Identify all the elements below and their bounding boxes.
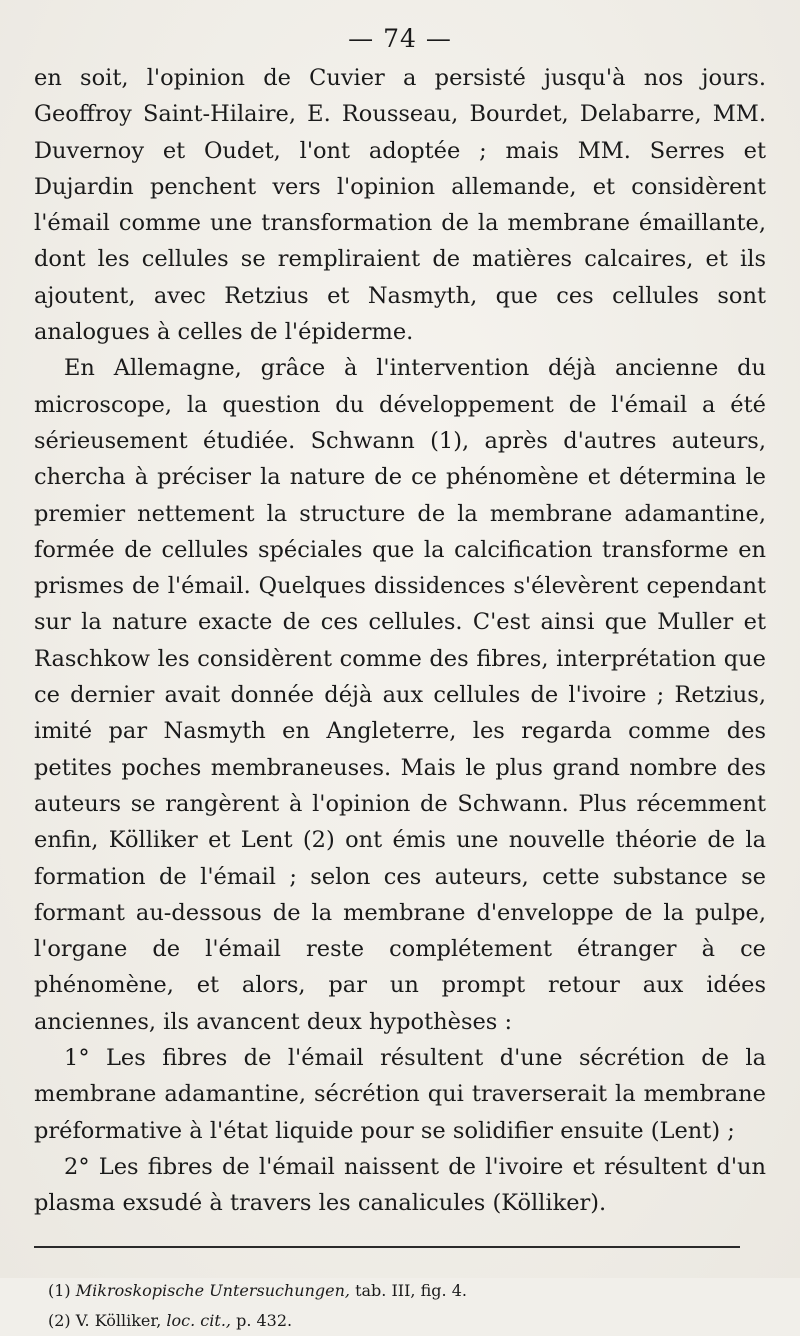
paragraph-2: En Allemagne, grâce à l'intervention déjà ancienne du microscope, la question du développement de l'émail a été sérieusement étudiée. Schwann (1), après d'autres auteurs, chercha à préciser la nature de ce phénomène et détermina le premier nettement la structure de la membrane adamantine, formée de cellules spéciales que la calcification transforme en prismes de l'émail. Quelques dissidences s'élevèrent cependant sur la nature exacte de ces cellules. C'est ainsi que Muller et Raschkow les considèrent comme des fibres, interprétation que ce dernier avait donnée déjà aux cellules de l'ivoire ; Retzius, imité par Nasmyth en Angleterre, les regarda comme des petites poches membraneuses. Mais le plus grand nombre des auteurs se rangèrent à l'opinion de Schwann. Plus récemment enfin, Kölliker et Lent (2) ont émis une nouvelle théorie de la formation de l'émail ; selon ces auteurs, cette substance se formant au-dessous de la membrane d'enveloppe de la pulpe, l'organe de l'émail reste complétement étranger à ce phénomène, et alors, par un prompt retour aux idées anciennes, ils avancent deux hypothèses :: [34, 355, 766, 1035]
paragraph-4: 2° Les fibres de l'émail naissent de l'ivoire et résultent d'un plasma exsudé à travers les canalicules (Kölliker).: [34, 1153, 766, 1217]
footnote-1-title: Mikroskopische Untersuchungen,: [75, 1280, 350, 1300]
page-number: — 74 —: [348, 24, 452, 53]
footnote-2-author: V. Kölliker,: [70, 1310, 167, 1330]
body-text: [34, 60, 766, 1222]
paragraph-3: 1° Les fibres de l'émail résultent d'une sécrétion de la membrane adamantine, sécrétion qui traverserait la membrane préformative à l'état liquide pour se solidifier ensuite (Lent) ;: [34, 1045, 766, 1144]
footnote-2-title: loc. cit.,: [166, 1310, 231, 1330]
footnote-divider: [34, 1246, 740, 1248]
paragraph-1: en soit, l'opinion de Cuvier a persisté jusqu'à nos jours. Geoffroy Saint-Hilaire, E. Rousseau, Bourdet, Delabarre, MM. Duvernoy et Oudet, l'ont adoptée ; mais MM. Serres et Dujardin penchent vers l'opinion allemande, et considèrent l'émail comme une transformation de la membrane émaillante, dont les cellules se rempliraient de matières calcaires, et ils ajoutent, avec Retzius et Nasmyth, que ces cellules sont analogues à celles de l'épiderme.: [34, 65, 766, 346]
footnote-2-ref: p. 432.: [230, 1310, 293, 1330]
footnotes: [34, 1276, 766, 1336]
footnote-1: [48, 1276, 766, 1306]
footnote-2-number: (2): [48, 1310, 71, 1330]
footnote-2: [48, 1306, 766, 1336]
footnote-1-ref: tab. III, fig. 4.: [350, 1280, 467, 1300]
footnote-1-number: (1): [48, 1280, 71, 1300]
